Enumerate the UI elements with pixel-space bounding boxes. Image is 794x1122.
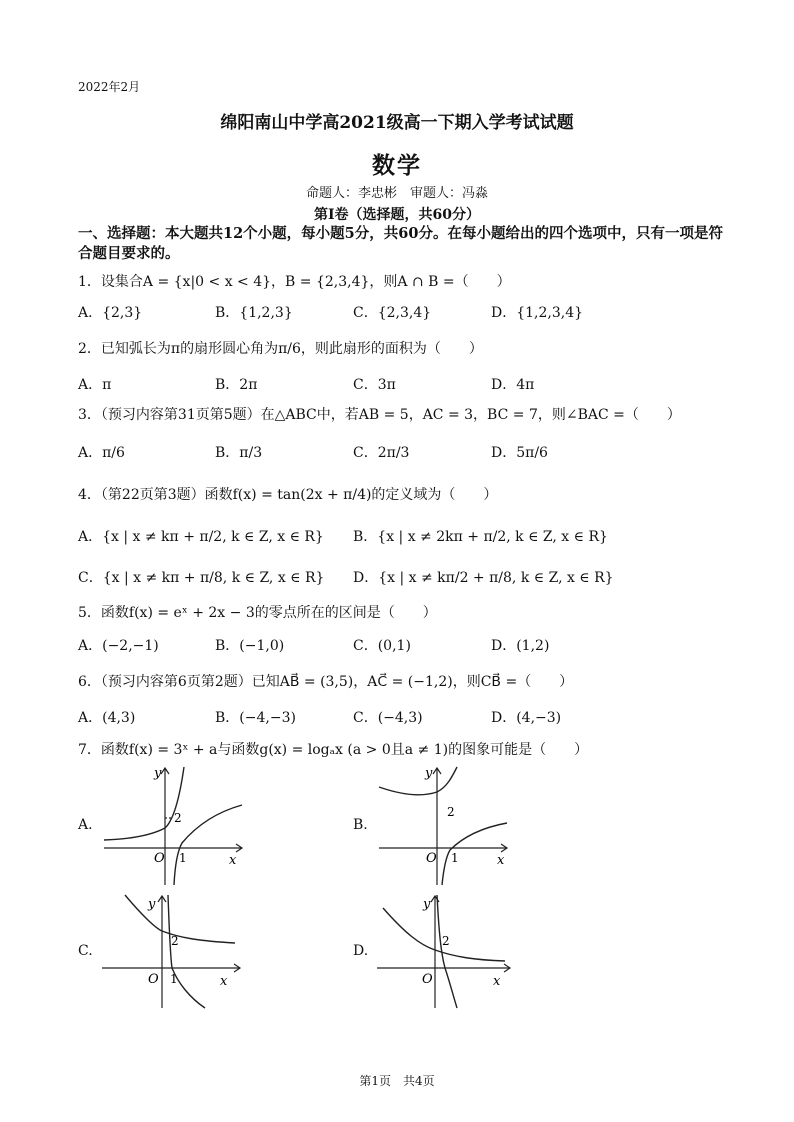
exam-date: 2022年2月: [78, 80, 141, 94]
graph-d-origin: O: [422, 972, 433, 987]
q7-option-a[interactable]: A.: [78, 817, 93, 833]
q6-option-c[interactable]: C．(−4,3): [353, 710, 423, 726]
subject-title: 数学: [372, 152, 422, 179]
section-heading: 一、选择题：本大题共12个小题，每小题5分，共60分。在每小题给出的四个选项中，只有一项是符合题目要求的。: [78, 225, 723, 262]
graph-d-x-label: x: [493, 974, 501, 989]
q3-option-b[interactable]: B．π/3: [215, 445, 263, 461]
question-2-stem: 2．已知弧长为π的扇形圆心角为π/6，则此扇形的面积为（ ）: [78, 341, 483, 357]
q2-option-d[interactable]: D．4π: [491, 377, 535, 393]
graph-b-origin: O: [426, 851, 437, 866]
graph-b-x-1: 1: [451, 851, 459, 865]
q5-option-c[interactable]: C．(0,1): [353, 638, 411, 654]
q1-option-d[interactable]: D．{1,2,3,4}: [491, 305, 584, 321]
question-3-stem: 3．（预习内容第31页第5题）在△ABC中，若AB = 5，AC = 3，BC = 7，则∠BAC =（ ）: [78, 407, 681, 423]
q2-option-c[interactable]: C．3π: [353, 377, 396, 393]
q1-option-c[interactable]: C．{2,3,4}: [353, 305, 432, 321]
q5-option-a[interactable]: A．(−2,−1): [78, 638, 159, 654]
school-title: 绵阳南山中学高2021级高一下期入学考试试题: [220, 113, 574, 133]
graph-c-y-2: 2: [171, 934, 179, 948]
graph-c-x-1: 1: [170, 972, 178, 986]
q2-option-a[interactable]: A．π: [78, 377, 112, 393]
q7-option-b[interactable]: B.: [353, 817, 368, 833]
graph-b-y-2: 2: [447, 805, 455, 819]
q5-option-d[interactable]: D．(1,2): [491, 638, 550, 654]
graph-a-origin: O: [154, 851, 165, 866]
graph-d-y-label: y: [423, 897, 431, 912]
question-7-stem: 7．函数f(x) = 3ˣ + a与函数g(x) = logₐx (a > 0且a ≠ 1)的图象可能是（ ）: [78, 742, 589, 758]
question-1-stem: 1．设集合A = {x|0 < x < 4}，B = {2,3,4}，则A ∩ B =（ ）: [78, 274, 511, 290]
q5-option-b[interactable]: B．(−1,0): [215, 638, 285, 654]
q3-option-a[interactable]: A．π/6: [78, 445, 125, 461]
q3-option-d[interactable]: D．5π/6: [491, 445, 548, 461]
graph-c-origin: O: [148, 972, 159, 987]
q4-option-c[interactable]: C．{x | x ≠ kπ + π/8, k ∈ Z, x ∈ R}: [78, 570, 325, 586]
q6-option-b[interactable]: B．(−4,−3): [215, 710, 296, 726]
q6-option-a[interactable]: A．(4,3): [78, 710, 136, 726]
graph-b[interactable]: [377, 765, 527, 890]
graph-a-x-label: x: [229, 853, 237, 868]
q1-option-a[interactable]: A．{2,3}: [78, 305, 143, 321]
q3-option-c[interactable]: C．2π/3: [353, 445, 410, 461]
graph-a[interactable]: [102, 765, 252, 890]
graph-a-x-1: 1: [179, 851, 187, 865]
graph-a-y-2: 2: [174, 811, 182, 825]
q4-option-a[interactable]: A．{x | x ≠ kπ + π/2, k ∈ Z, x ∈ R}: [78, 529, 324, 545]
question-6-stem: 6．（预习内容第6页第2题）已知AB⃗ = (3,5)，AC⃗ = (−1,2)，则CB⃗ =（ ）: [78, 674, 574, 690]
graph-c-y-label: y: [148, 897, 156, 912]
q4-option-b[interactable]: B．{x | x ≠ 2kπ + π/2, k ∈ Z, x ∈ R}: [353, 529, 608, 545]
q4-option-d[interactable]: D．{x | x ≠ kπ/2 + π/8, k ∈ Z, x ∈ R}: [353, 570, 614, 586]
graph-b-x-label: x: [497, 853, 505, 868]
graph-c-x-label: x: [220, 974, 228, 989]
graph-c[interactable]: [100, 893, 250, 1013]
graph-d-y-2: 2: [442, 934, 450, 948]
graph-a-y-label: y: [154, 766, 162, 781]
volume-heading: 第Ⅰ卷（选择题，共60分）: [313, 207, 481, 223]
page-footer: 第1页 共4页: [359, 1074, 435, 1088]
q7-option-c[interactable]: C.: [78, 943, 93, 959]
q1-option-b[interactable]: B．{1,2,3}: [215, 305, 293, 321]
question-5-stem: 5．函数f(x) = eˣ + 2x − 3的零点所在的区间是（ ）: [78, 605, 437, 621]
authors-line: 命题人：李忠彬 审题人：冯淼: [305, 186, 488, 201]
graph-b-y-label: y: [425, 766, 433, 781]
q7-option-d[interactable]: D.: [353, 943, 369, 959]
q2-option-b[interactable]: B．2π: [215, 377, 258, 393]
question-4-stem: 4．（第22页第3题）函数f(x) = tan(2x + π/4)的定义域为（ ）: [78, 487, 498, 503]
graph-d[interactable]: [375, 893, 525, 1013]
q6-option-d[interactable]: D．(4,−3): [491, 710, 562, 726]
